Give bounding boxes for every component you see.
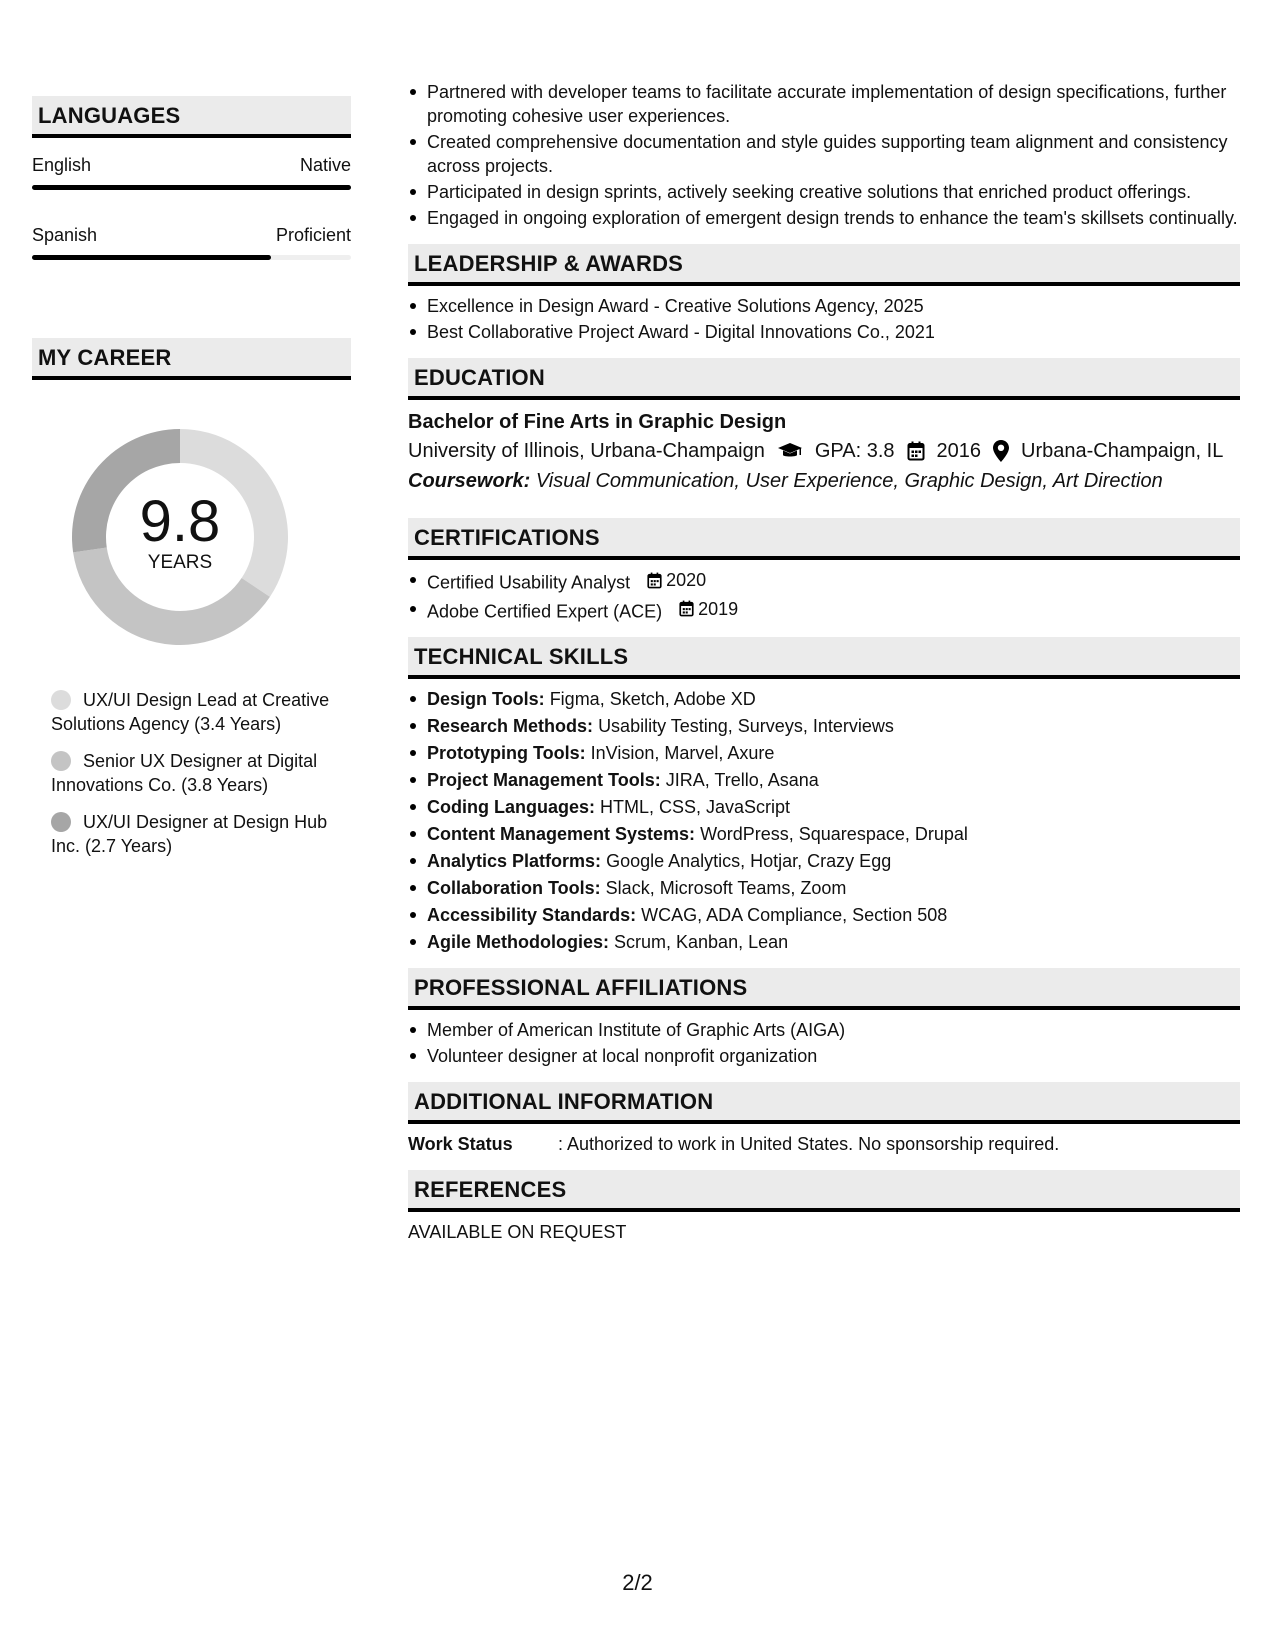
certification-name: Certified Usability Analyst bbox=[427, 572, 631, 593]
skill-item bbox=[408, 849, 1240, 873]
legend-dot bbox=[51, 812, 71, 832]
skill-value: Usability Testing, Surveys, Interviews bbox=[598, 716, 894, 736]
career-legend-label: UX/UI Design Lead at Creative Solutions Agency (3.4 Years) bbox=[51, 690, 330, 734]
certification-year: 2020 bbox=[666, 570, 707, 590]
career-total-years: 9.8 bbox=[139, 489, 221, 554]
career-legend-label: UX/UI Designer at Design Hub Inc. (2.7 Years) bbox=[51, 812, 328, 856]
skill-value: HTML, CSS, JavaScript bbox=[600, 797, 791, 817]
references-text: AVAILABLE ON REQUEST bbox=[408, 1222, 627, 1242]
education-degree: Bachelor of Fine Arts in Graphic Design bbox=[408, 411, 787, 433]
calendar-icon bbox=[647, 572, 662, 589]
skill-value: InVision, Marvel, Axure bbox=[590, 743, 775, 763]
skill-item bbox=[408, 930, 1240, 954]
career-legend-label: Senior UX Designer at Digital Innovations Co. (3.8 Years) bbox=[51, 751, 318, 795]
calendar-icon bbox=[679, 600, 694, 617]
career-years-unit: YEARS bbox=[147, 552, 213, 573]
skill-label: Collaboration Tools: bbox=[427, 878, 601, 898]
education-school: University of Illinois, Urbana-Champaign bbox=[408, 440, 765, 462]
award-item: Best Collaborative Project Award - Digital Innovations Co., 2021 bbox=[408, 320, 1240, 344]
references-heading: REFERENCES bbox=[408, 1170, 1240, 1212]
skill-label: Accessibility Standards: bbox=[427, 905, 637, 925]
donut-center bbox=[65, 422, 295, 652]
education-coursework bbox=[408, 466, 1240, 496]
award-item: Excellence in Design Award - Creative Solutions Agency, 2025 bbox=[408, 294, 1240, 318]
skill-item bbox=[408, 768, 1240, 792]
career-legend-item bbox=[51, 749, 331, 797]
career-donut-chart bbox=[65, 422, 295, 652]
experience-bullet: Created comprehensive documentation and style guides supporting team alignment and consistency across projects. bbox=[408, 130, 1240, 178]
language-proficiency-fill bbox=[32, 255, 271, 260]
awards-list bbox=[408, 294, 1240, 344]
affiliation-item: Volunteer designer at local nonprofit organization bbox=[408, 1044, 1240, 1068]
certifications-heading: CERTIFICATIONS bbox=[408, 518, 1240, 560]
education-heading: EDUCATION bbox=[408, 358, 1240, 400]
certification-year: 2019 bbox=[698, 598, 739, 619]
career-legend-item bbox=[51, 810, 331, 858]
skill-label: Research Methods: bbox=[427, 716, 594, 736]
skills-list bbox=[408, 687, 1240, 954]
page-number: 2/2 bbox=[622, 1570, 653, 1595]
skill-item bbox=[408, 714, 1240, 738]
left-column bbox=[32, 96, 351, 871]
language-level: Proficient bbox=[275, 225, 351, 245]
skill-value: Google Analytics, Hotjar, Crazy Egg bbox=[606, 851, 892, 871]
work-status-value: : Authorized to work in United States. No sponsorship required. bbox=[558, 1134, 1060, 1154]
skill-value: Slack, Microsoft Teams, Zoom bbox=[605, 878, 847, 898]
skill-value: WCAG, ADA Compliance, Section 508 bbox=[641, 905, 948, 925]
education-entry bbox=[408, 408, 1240, 496]
skill-value: Figma, Sketch, Adobe XD bbox=[549, 689, 756, 709]
affiliations-heading: PROFESSIONAL AFFILIATIONS bbox=[408, 968, 1240, 1010]
location-pin-icon bbox=[993, 440, 1009, 462]
work-status-label: Work Status bbox=[408, 1134, 513, 1154]
languages-heading: LANGUAGES bbox=[32, 96, 351, 138]
skill-item bbox=[408, 822, 1240, 846]
legend-dot bbox=[51, 751, 71, 771]
skill-label: Project Management Tools: bbox=[427, 770, 661, 790]
calendar-icon bbox=[907, 441, 925, 461]
skill-label: Content Management Systems: bbox=[427, 824, 696, 844]
language-item-spanish bbox=[32, 224, 351, 260]
certification-name: Adobe Certified Expert (ACE) bbox=[427, 601, 663, 621]
skill-item bbox=[408, 876, 1240, 900]
language-level: Native bbox=[299, 155, 351, 175]
certification-item bbox=[408, 568, 1240, 595]
skill-label: Agile Methodologies: bbox=[427, 932, 609, 952]
skill-item bbox=[408, 903, 1240, 927]
skill-label: Coding Languages: bbox=[427, 797, 595, 817]
additional-info-heading: ADDITIONAL INFORMATION bbox=[408, 1082, 1240, 1124]
skill-label: Prototyping Tools: bbox=[427, 743, 586, 763]
experience-bullet: Participated in design sprints, actively seeking creative solutions that enriched product offerings. bbox=[408, 180, 1240, 204]
education-details bbox=[408, 436, 1240, 466]
language-item-english bbox=[32, 154, 351, 190]
education-location: Urbana-Champaign, IL bbox=[1021, 440, 1224, 462]
language-proficiency-bar bbox=[32, 185, 351, 190]
skill-item bbox=[408, 795, 1240, 819]
experience-bullet: Engaged in ongoing exploration of emergent design trends to enhance the team's skillsets continually. bbox=[408, 206, 1240, 230]
language-name: Spanish bbox=[32, 225, 98, 245]
certification-item bbox=[408, 597, 1240, 624]
work-status-row bbox=[408, 1132, 1240, 1156]
skill-label: Analytics Platforms: bbox=[427, 851, 602, 871]
affiliations-list bbox=[408, 1018, 1240, 1068]
legend-dot bbox=[51, 690, 71, 710]
graduation-cap-icon bbox=[777, 442, 803, 460]
experience-bullet: Partnered with developer teams to facilitate accurate implementation of design specifications, further promoting cohesive user experiences. bbox=[408, 80, 1240, 128]
skill-item bbox=[408, 687, 1240, 711]
language-list bbox=[32, 154, 351, 260]
skill-value: WordPress, Squarespace, Drupal bbox=[700, 824, 968, 844]
language-proficiency-fill bbox=[32, 185, 351, 190]
skills-heading: TECHNICAL SKILLS bbox=[408, 637, 1240, 679]
coursework-label: Coursework: bbox=[408, 470, 531, 492]
skill-value: Scrum, Kanban, Lean bbox=[614, 932, 789, 952]
affiliation-item: Member of American Institute of Graphic Arts (AIGA) bbox=[408, 1018, 1240, 1042]
coursework-value: Visual Communication, User Experience, Graphic Design, Art Direction bbox=[535, 470, 1163, 492]
certifications-list bbox=[408, 568, 1240, 623]
skill-label: Design Tools: bbox=[427, 689, 545, 709]
right-column bbox=[408, 80, 1240, 1244]
education-year: 2016 bbox=[936, 440, 981, 462]
education-gpa: GPA: 3.8 bbox=[814, 440, 895, 462]
language-proficiency-bar bbox=[32, 255, 351, 260]
language-name: English bbox=[32, 155, 92, 175]
career-legend bbox=[51, 688, 331, 858]
skill-item bbox=[408, 741, 1240, 765]
career-legend-item bbox=[51, 688, 331, 736]
career-heading: MY CAREER bbox=[32, 338, 351, 380]
skill-value: JIRA, Trello, Asana bbox=[665, 770, 819, 790]
experience-bullets bbox=[408, 80, 1240, 230]
awards-heading: LEADERSHIP & AWARDS bbox=[408, 244, 1240, 286]
